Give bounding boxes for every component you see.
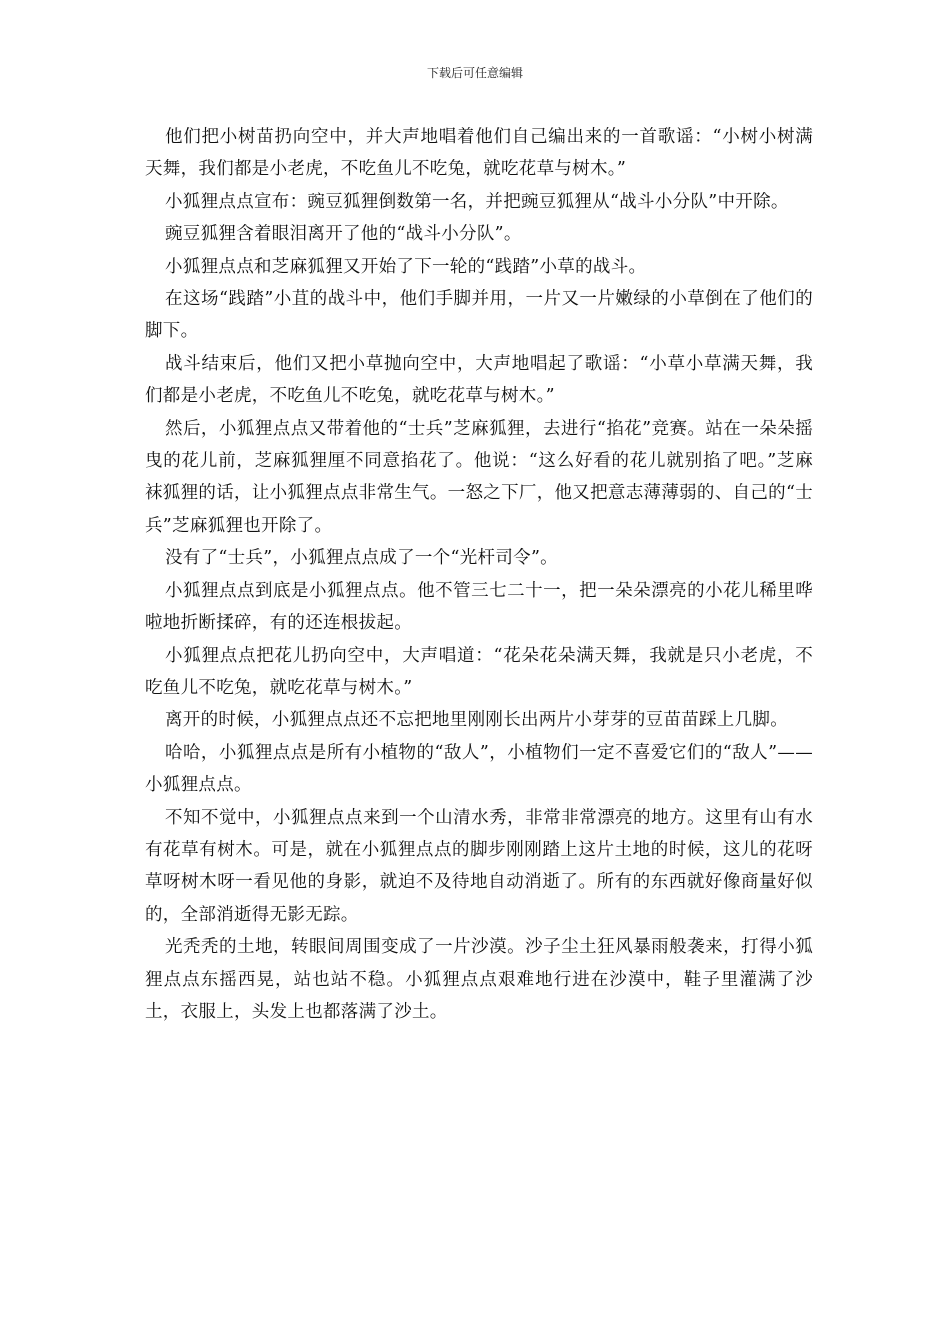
paragraph: 然后，小狐狸点点又带着他的“士兵”芝麻狐狸，去进行“掐花”竞赛。站在一朵朵摇曳的花儿前，芝麻狐狸厘不同意掐花了。他说：“这么好看的花儿就别掐了吧。”芝麻袜狐狸的话，让小狐狸点点非常生气。一怒之下厂，他又把意志薄薄弱的、自己的“士兵”芝麻狐狸也开除了。 [145,418,813,536]
paragraph: 不知不觉中，小狐狸点点来到一个山清水秀，非常非常漂亮的地方。这里有山有水有花草有树木。可是，就在小狐狸点点的脚步刚刚踏上这片土地的时候，这儿的花呀草呀树木呀一看见他的身影，就迫不及待地自动消逝了。所有的东西就好像商量好似的，全部消逝得无影无踪。 [145,807,813,925]
paragraph: 离开的时候，小狐狸点点还不忘把地里刚刚长出两片小芽芽的豆苗苗踩上几脚。 [165,710,788,731]
paragraph: 小狐狸点点把花儿扔向空中，大声唱道：“花朵花朵满天舞，我就是只小老虎，不吃鱼儿不吃兔，就吃花草与树木。” [145,645,813,698]
paragraph: 哈哈，小狐狸点点是所有小植物的“敌人”，小植物们一定不喜爱它们的“敌人”——小狐狸点点。 [145,742,813,796]
paragraph: 小狐狸点点到底是小狐狸点点。他不管三七二十一，把一朵朵漂亮的小花儿稀里哗啦地折断揉碎，有的还连根拔起。 [145,580,813,634]
paragraph: 豌豆狐狸含着眼泪离开了他的“战斗小分队”。 [165,224,522,245]
paragraph: 他们把小树苗扔向空中，并大声地唱着他们自己编出来的一首歌谣：“小树小树满天舞，我们都是小老虎，不吃鱼儿不吃兔，就吃花草与树木。” [145,127,813,180]
page-header: 下载后可任意编辑 [426,66,523,80]
paragraph: 小狐狸点点和芝麻狐狸又开始了下一轮的“践踏”小草的战斗。 [165,256,647,277]
paragraph: 光秃秃的土地，转眼间周围变成了一片沙漠。沙子尘土狂风暴雨般袭来，打得小狐狸点点东摇西晃，站也站不稳。小狐狸点点艰难地行进在沙漠中，鞋子里灌满了沙土，衣服上，头发上也都落满了沙土。 [145,937,813,1022]
paragraph: 在这场“践踏”小苴的战斗中，他们手脚并用，一片又一片嫩绿的小草倒在了他们的脚下。 [145,289,813,342]
paragraph: 没有了“士兵”，小狐狸点点成了一个“光杆司令”。 [165,548,558,569]
document-body [145,121,813,1028]
paragraph: 小狐狸点点宣布：豌豆狐狸倒数第一名，并把豌豆狐狸从“战斗小分队”中开除。 [165,191,789,212]
paragraph: 战斗结束后，他们又把小草抛向空中，大声地唱起了歌谣：“小草小草满天舞，我们都是小老虎，不吃鱼儿不吃兔，就吃花草与树木。” [145,353,813,407]
